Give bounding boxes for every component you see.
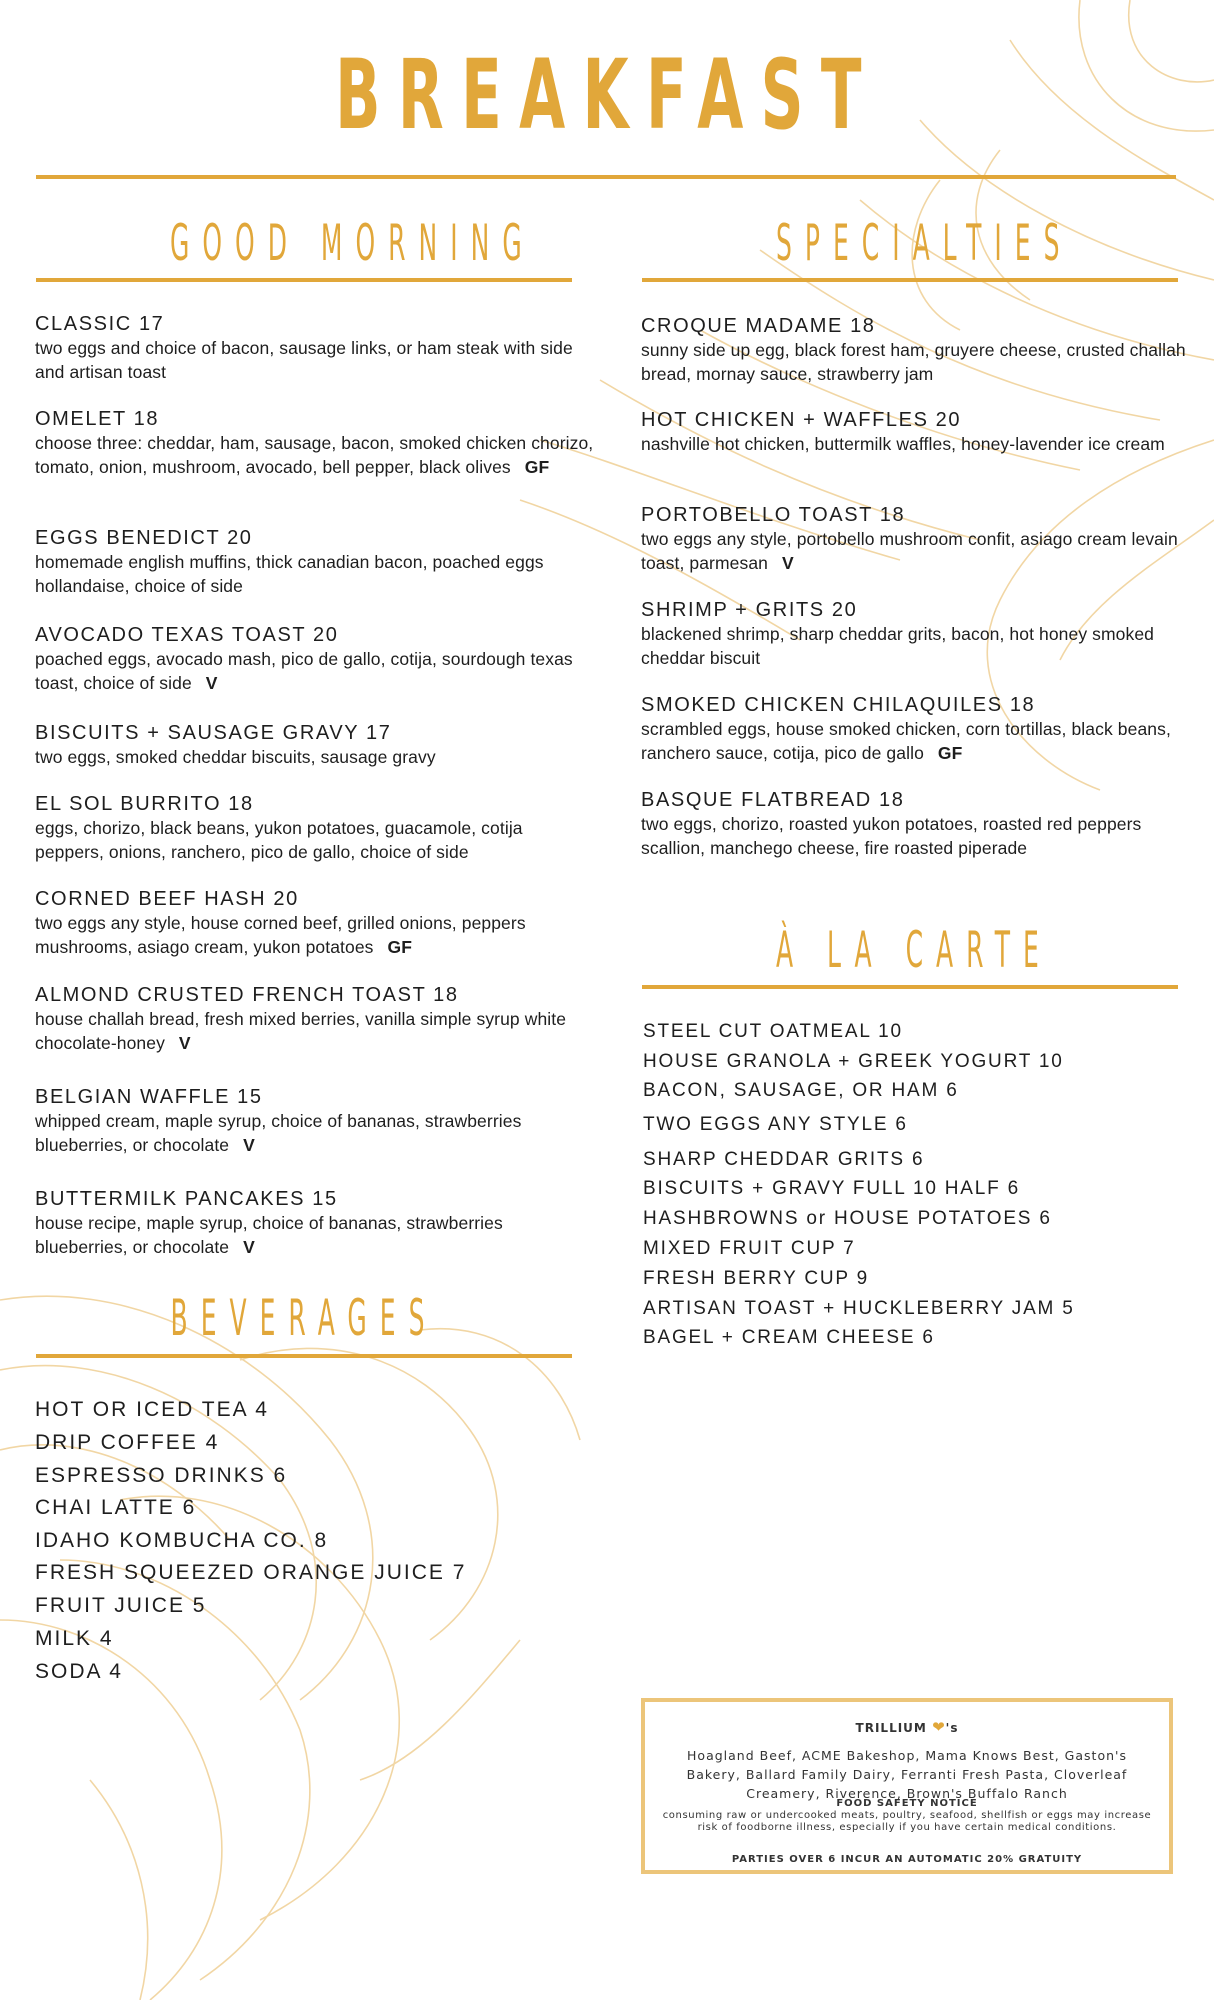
list-item: FRESH SQUEEZED ORANGE JUICE 7 (35, 1561, 467, 1584)
good-morning-divider (36, 278, 572, 282)
list-item: HASHBROWNS or HOUSE POTATOES 6 (643, 1208, 1052, 1229)
beverages-divider (36, 1354, 572, 1358)
partners-list: Hoagland Beef, ACME Bakeshop, Mama Knows Best, Gaston's Bakery, Ballard Family Dairy, Ferranti Fresh Pasta, Cloverleaf Creamery, Riverence, Brown's Buffalo Ranch (686, 1748, 1128, 1801)
list-item: ARTISAN TOAST + HUCKLEBERRY JAM 5 (643, 1298, 1075, 1319)
item-description: house challah bread, fresh mixed berries, vanilla simple syrup white chocolate-honey V (35, 1009, 567, 1053)
food-safety-text: consuming raw or undercooked meats, poultry, seafood, shellfish or eggs may increase risk of foodborne illness, especially if you have certain medical conditions. (662, 1810, 1152, 1833)
heart-icon: ❤ (932, 1718, 946, 1736)
item-description: choose three: cheddar, ham, sausage, bacon, smoked chicken chorizo, tomato, onion, mushroom, avocado, bell pepper, black olives GF (35, 433, 594, 477)
item-name: PORTOBELLO TOAST 18 (641, 504, 906, 526)
list-item: BACON, SAUSAGE, OR HAM 6 (643, 1080, 959, 1101)
menu-item (641, 408, 1201, 456)
title-divider (36, 175, 1176, 179)
dietary-tag: V (243, 1237, 255, 1257)
item-description: two eggs and choice of bacon, sausage links, or ham steak with side and artisan toast (35, 338, 573, 382)
food-safety-block (661, 1798, 1153, 1834)
item-description: two eggs, smoked cheddar biscuits, sausage gravy (35, 747, 436, 767)
item-name: BASQUE FLATBREAD 18 (641, 789, 905, 811)
list-item: CHAI LATTE 6 (35, 1496, 197, 1519)
item-name: EL SOL BURRITO 18 (35, 793, 254, 815)
item-name: SHRIMP + GRITS 20 (641, 599, 858, 621)
list-item: SHARP CHEDDAR GRITS 6 (643, 1149, 925, 1170)
menu-item (35, 623, 595, 695)
specialties-divider (642, 278, 1178, 282)
dietary-tag: GF (937, 743, 963, 763)
list-item: ESPRESSO DRINKS 6 (35, 1464, 288, 1487)
list-item: BAGEL + CREAM CHEESE 6 (643, 1327, 935, 1348)
item-name: HOT CHICKEN + WAFFLES 20 (641, 409, 962, 431)
menu-item (641, 788, 1201, 860)
list-item: DRIP COFFEE 4 (35, 1431, 220, 1454)
item-description: two eggs, chorizo, roasted yukon potatoes, roasted red peppers scallion, manchego cheese, fire roasted piperade (641, 814, 1142, 858)
item-description: scrambled eggs, house smoked chicken, corn tortillas, black beans, ranchero sauce, cotija, pico de gallo GF (641, 719, 1171, 763)
item-description: blackened shrimp, sharp cheddar grits, bacon, hot honey smoked cheddar biscuit (641, 624, 1155, 668)
list-item: HOT OR ICED TEA 4 (35, 1398, 269, 1421)
item-description: sunny side up egg, black forest ham, gruyere cheese, crusted challah bread, mornay sauce, strawberry jam (641, 340, 1186, 384)
list-item: FRUIT JUICE 5 (35, 1594, 207, 1617)
list-item: MILK 4 (35, 1627, 114, 1650)
dietary-tag: GF (387, 937, 413, 957)
item-description: two eggs any style, house corned beef, grilled onions, peppers mushrooms, asiago cream, yukon potatoes GF (35, 913, 526, 957)
a-la-carte-divider (642, 985, 1178, 989)
item-name: BUTTERMILK PANCAKES 15 (35, 1188, 338, 1210)
list-item: SODA 4 (35, 1660, 123, 1683)
partners-heading (645, 1718, 1169, 1736)
item-name: OMELET 18 (35, 408, 160, 430)
item-description: homemade english muffins, thick canadian bacon, poached eggs hollandaise, choice of side (35, 552, 544, 596)
list-item: IDAHO KOMBUCHA CO. 8 (35, 1529, 329, 1552)
item-name: SMOKED CHICKEN CHILAQUILES 18 (641, 694, 1036, 716)
item-description: house recipe, maple syrup, choice of bananas, strawberries blueberries, or chocolate V (35, 1213, 503, 1257)
item-description: nashville hot chicken, buttermilk waffles, honey-lavender ice cream (641, 434, 1165, 454)
item-description: poached eggs, avocado mash, pico de gallo, cotija, sourdough texas toast, choice of side V (35, 649, 573, 693)
dietary-tag: V (205, 673, 218, 693)
menu-item (641, 693, 1201, 765)
item-name: ALMOND CRUSTED FRENCH TOAST 18 (35, 984, 459, 1006)
item-name: CLASSIC 17 (35, 313, 165, 335)
section-title-good-morning: GOOD MORNING (170, 214, 535, 272)
food-safety-title: FOOD SAFETY NOTICE (836, 1798, 978, 1809)
menu-item (641, 503, 1201, 575)
menu-item (35, 1187, 595, 1259)
item-name: EGGS BENEDICT 20 (35, 527, 253, 549)
dietary-tag: V (243, 1135, 255, 1155)
gratuity-notice: PARTIES OVER 6 INCUR AN AUTOMATIC 20% GRATUITY (731, 1854, 1083, 1865)
menu-item (35, 887, 595, 959)
menu-item (35, 312, 595, 384)
item-description: eggs, chorizo, black beans, yukon potatoes, guacamole, cotija peppers, onions, ranchero, pico de gallo, choice of side (35, 818, 523, 862)
menu-item (35, 792, 595, 864)
item-name: BELGIAN WAFFLE 15 (35, 1086, 263, 1108)
section-title-a-la-carte: À LA CARTE (776, 921, 1052, 979)
item-description: two eggs any style, portobello mushroom confit, asiago cream levain toast, parmesan V (641, 529, 1178, 573)
item-description: whipped cream, maple syrup, choice of bananas, strawberries blueberries, or chocolate V (35, 1111, 522, 1155)
partners-notice-box (641, 1698, 1173, 1874)
item-name: CORNED BEEF HASH 20 (35, 888, 299, 910)
menu-item (35, 721, 595, 769)
dietary-tag: GF (524, 457, 550, 477)
section-title-specialties: SPECIALTIES (776, 214, 1073, 272)
heart-suffix: 's (945, 1721, 959, 1735)
menu-item (35, 526, 595, 598)
list-item: MIXED FRUIT CUP 7 (643, 1238, 856, 1259)
menu-item (35, 407, 595, 479)
menu-item (35, 983, 595, 1055)
menu-item (641, 598, 1201, 670)
item-name: CROQUE MADAME 18 (641, 315, 876, 337)
menu-item (35, 1085, 595, 1157)
item-name: BISCUITS + SAUSAGE GRAVY 17 (35, 722, 392, 744)
menu-title: BREAKFAST (335, 39, 879, 151)
dietary-tag: V (781, 553, 794, 573)
list-item: HOUSE GRANOLA + GREEK YOGURT 10 (643, 1051, 1064, 1072)
list-item: STEEL CUT OATMEAL 10 (643, 1021, 903, 1042)
menu-item (641, 314, 1201, 386)
item-name: AVOCADO TEXAS TOAST 20 (35, 624, 339, 646)
brand-name: TRILLIUM (855, 1721, 927, 1735)
dietary-tag: V (178, 1033, 191, 1053)
list-item: BISCUITS + GRAVY FULL 10 HALF 6 (643, 1178, 1020, 1199)
list-item: TWO EGGS ANY STYLE 6 (643, 1114, 908, 1135)
section-title-beverages: BEVERAGES (170, 1289, 438, 1347)
list-item: FRESH BERRY CUP 9 (643, 1268, 869, 1289)
